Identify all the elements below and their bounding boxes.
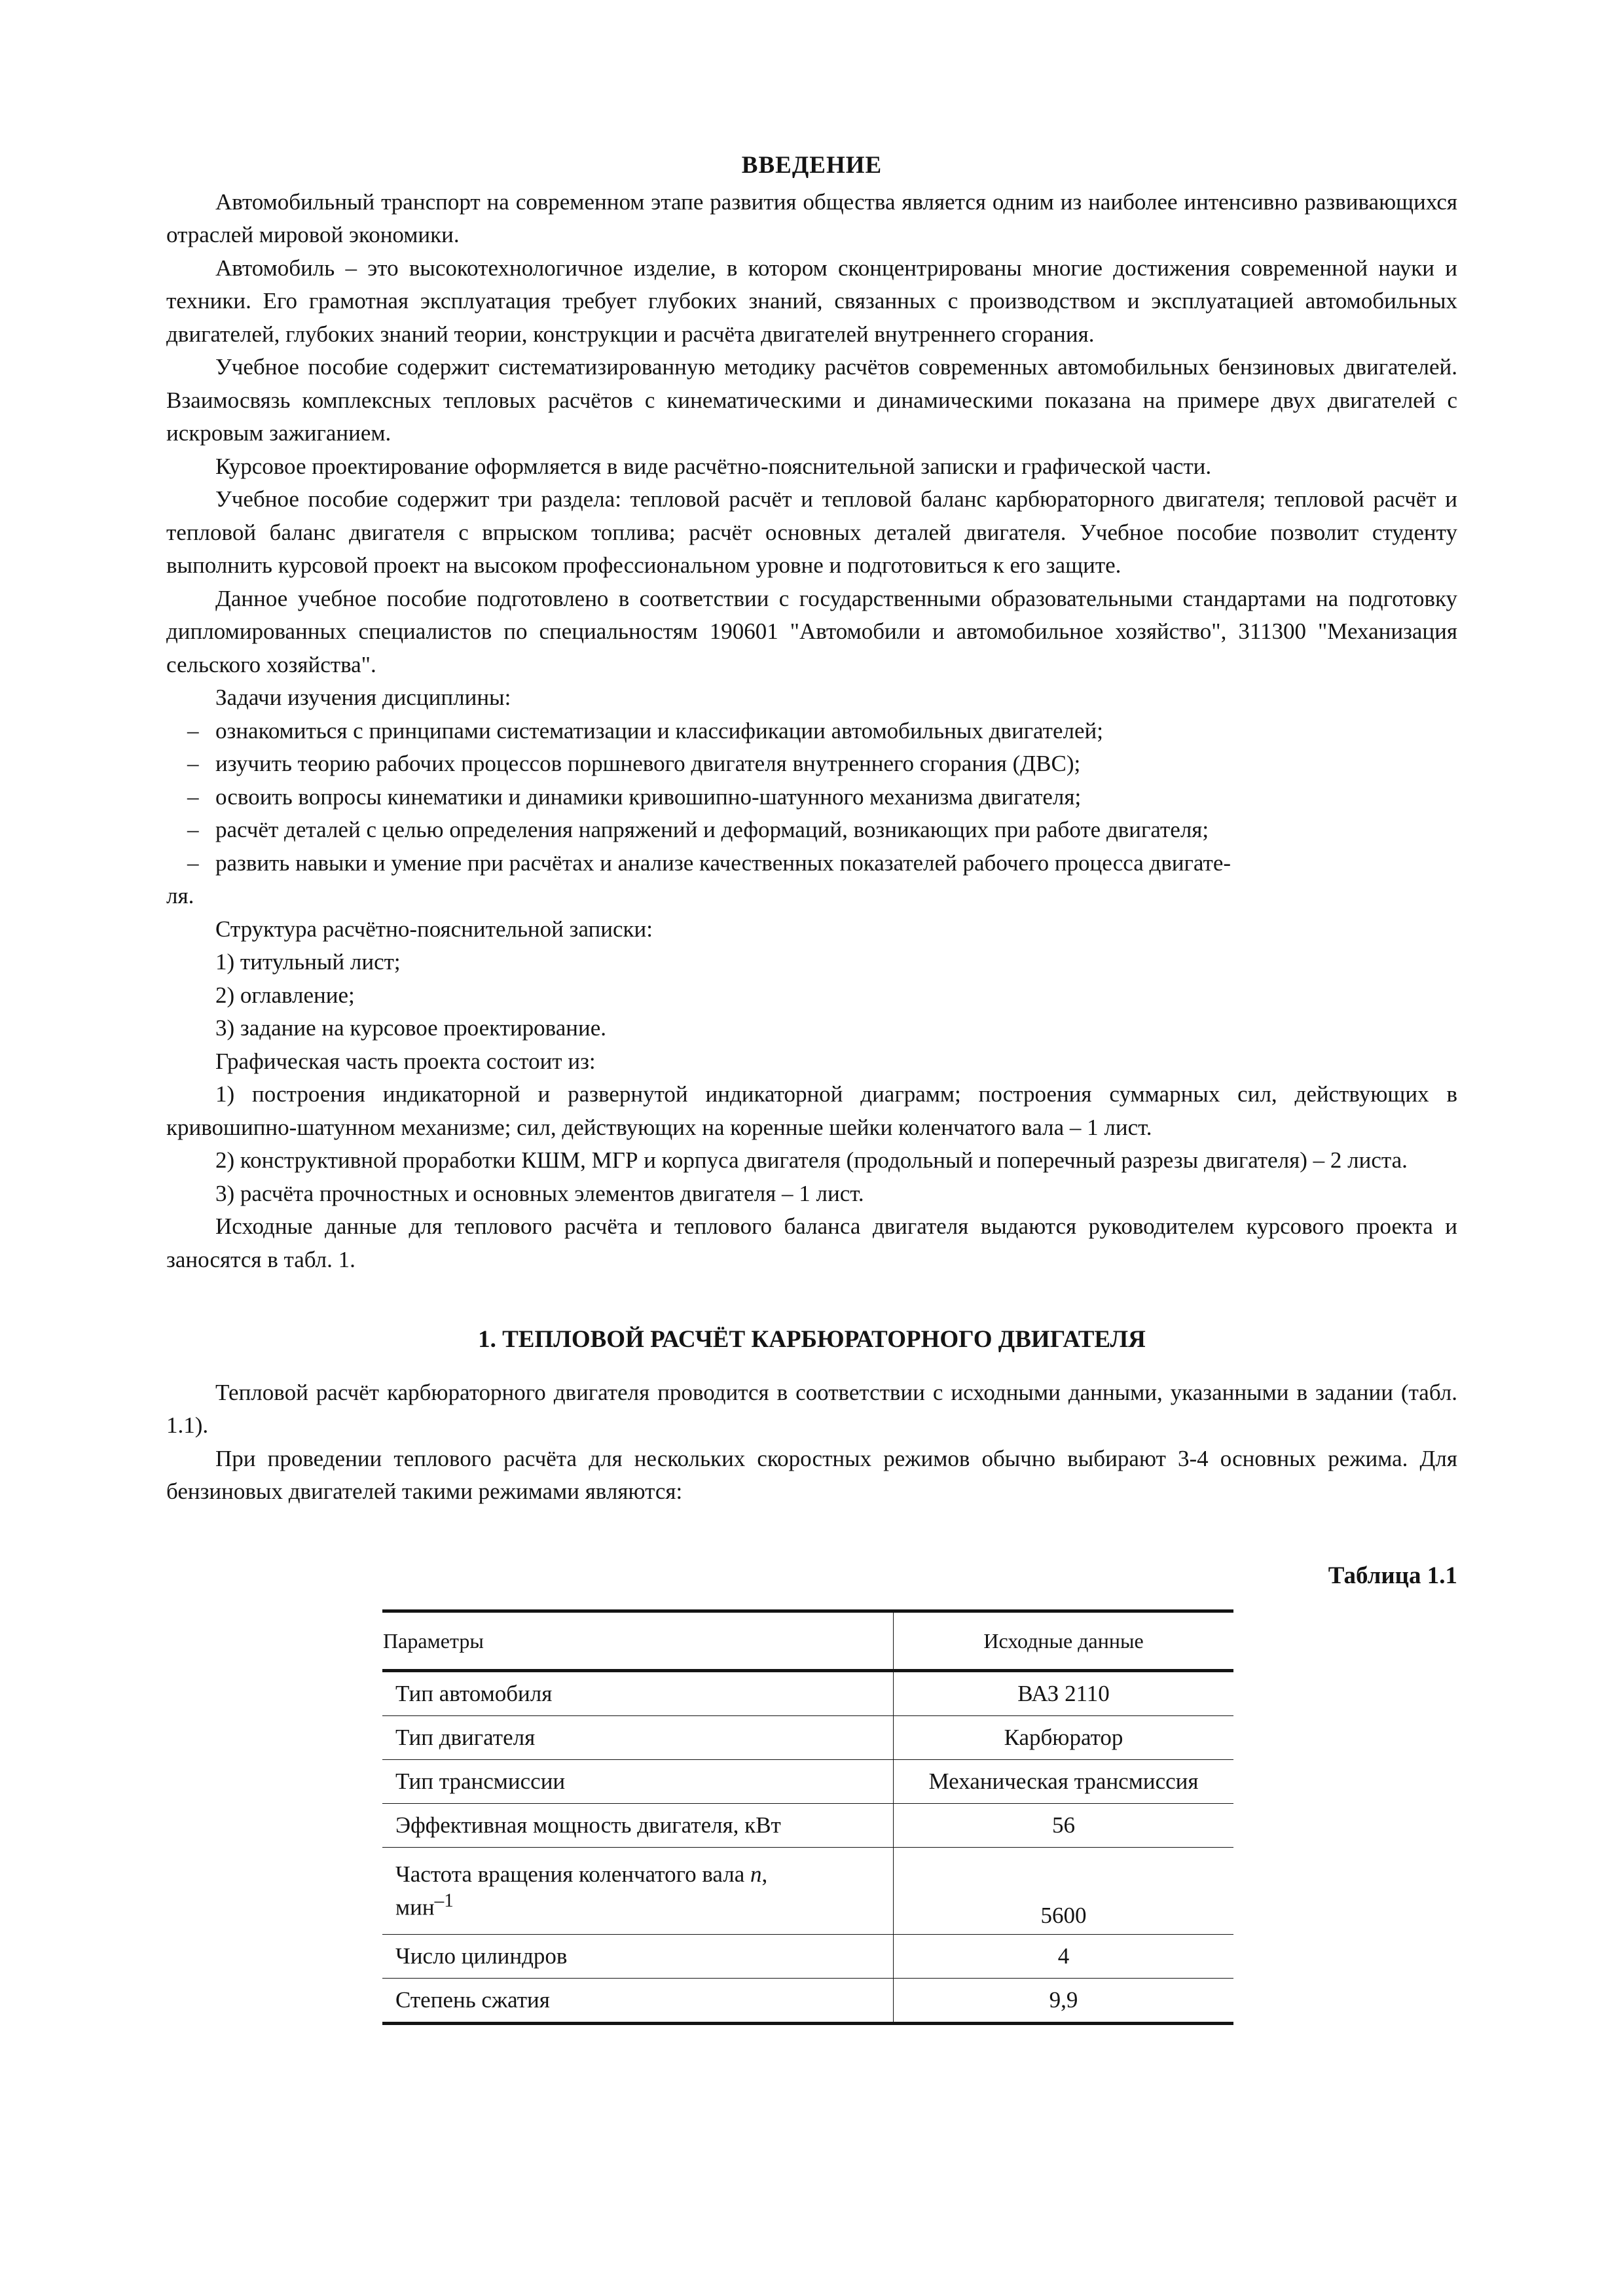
table-cell-param: Частота вращения коленчатого вала n, мин$^{-1}$ [382,1848,894,1935]
table-caption: Таблица 1.1 [1328,1562,1457,1589]
table-cell-param: Тип трансмиссии [382,1760,894,1804]
table-row [382,1848,1233,1935]
table-cell-param: Тип автомобиля [382,1671,894,1716]
dash-mark: – [187,817,199,842]
source-data-table [382,1609,1233,2025]
table-cell-value: 9,9 [894,1979,1234,2024]
table-cell-param: Число цилиндров [382,1935,894,1979]
table-row [382,1716,1233,1760]
table-row [382,1935,1233,1979]
task-item-5: – развить навыки и умение при расчётах и анализе качественных показателей рабочего процесса двигате- [166,847,1457,880]
intro-heading: ВВЕДЕНИЕ [741,152,883,179]
structure-item-3: 3) задание на курсовое проектирование. [215,1015,607,1041]
dash-mark: – [187,717,199,744]
task-item-1: – ознакомиться с принципами систематизации и классификации автомобильных двигателей; [166,715,1457,748]
structure-item-1: 1) титульный лист; [215,949,401,975]
table-cell-value: 56 [894,1804,1234,1848]
dash-mark: – [187,850,199,876]
section-1-heading: 1. ТЕПЛОВОЙ РАСЧЁТ КАРБЮРАТОРНОГО ДВИГАТЕЛЯ [478,1326,1146,1353]
table-cell-param: Тип двигателя [382,1716,894,1760]
table-cell-value: 4 [894,1935,1234,1979]
intro-paragraph-2: Автомобиль – это высокотехнологичное изделие, в котором сконцентрированы многие достижения современной науки и техники. Его грамотная эксплуатация требует глубоких знаний, связанных с производством и эксплуатацией автомобильных двигателей, глубоких знаний теории, конструкции и расчёта двигателей внутреннего сгорания. [166,255,1457,347]
table-row [382,1979,1233,2024]
section-1-paragraph-1: Тепловой расчёт карбюраторного двигателя проводится в соответствии с исходными данными, указанными в задании (табл. 1.1). [166,1379,1457,1438]
table-row [382,1804,1233,1848]
graphic-item-1: 1) построения индикаторной и развернутой индикаторной диаграмм; построения суммарных сил, действующих в кривошипно-шатунном механизме; сил, действующих на коренные шейки коленчатого вала – 1 лист. [166,1081,1457,1140]
table-header-parameters: Параметры [382,1611,894,1671]
table-header-values: Исходные данные [894,1611,1234,1671]
table-cell-param: Степень сжатия [382,1979,894,2024]
intro-paragraph-5: Учебное пособие содержит три раздела: тепловой расчёт и тепловой баланс карбюраторного двигателя; тепловой расчёт и тепловой баланс двигателя с впрыском топлива; расчёт основных деталей двигателя. Учебное пособие позволит студенту выполнить курсовой проект на высоком профессиональном уровне и подготовиться к его защите. [166,486,1457,578]
dash-mark: – [187,783,199,810]
table-cell-value: Карбюратор [894,1716,1234,1760]
unit-exponent: –1 [434,1890,454,1911]
intro-paragraph-6: Данное учебное пособие подготовлено в соответствии с государственными образовательными стандартами на подготовку дипломированных специалистов по специальностям 190601 "Автомобили и автомобильное хозяйство", 311300 "Механизация сельского хозяйства". [166,585,1457,677]
intro-paragraph-last: Исходные данные для теплового расчёта и теплового баланса двигателя выдаются руководителем курсового проекта и заносятся в табл. 1. [166,1213,1457,1272]
intro-paragraph-1: Автомобильный транспорт на современном этапе развития общества является одним из наиболее интенсивно развивающихся отраслей мировой экономики. [166,188,1457,247]
table-cell-value: 5600 [894,1848,1234,1935]
page-content [166,149,1457,2025]
task-item-3: – освоить вопросы кинематики и динамики кривошипно-шатунного механизма двигателя; [166,781,1457,814]
tasks-intro: Задачи изучения дисциплины: [215,685,511,710]
structure-item-2: 2) оглавление; [215,982,355,1008]
task-item-4: – расчёт деталей с целью определения напряжений и деформаций, возникающих при работе двигателя; [166,814,1457,847]
task-item-5-continuation: ля. [166,883,194,908]
table-cell-param: Эффективная мощность двигателя, кВт [382,1804,894,1848]
table-row [382,1760,1233,1804]
graphic-item-2: 2) конструктивной проработки КШМ, МГР и корпуса двигателя (продольный и поперечный разрезы двигателя) – 2 листа. [215,1147,1408,1173]
table-cell-value: ВАЗ 2110 [894,1671,1234,1716]
dash-mark: – [187,751,199,776]
graphic-item-3: 3) расчёта прочностных и основных элементов двигателя – 1 лист. [215,1180,864,1206]
table-row [382,1671,1233,1716]
table-cell-value: Механическая трансмиссия [894,1760,1234,1804]
task-item-2: – изучить теорию рабочих процессов поршневого двигателя внутреннего сгорания (ДВС); [166,747,1457,781]
graphic-intro: Графическая часть проекта состоит из: [215,1048,596,1074]
section-1-paragraph-2: При проведении теплового расчёта для нескольких скоростных режимов обычно выбирают 3-4 основных режима. Для бензиновых двигателей такими режимами являются: [166,1445,1457,1504]
table-header-row [382,1611,1233,1671]
structure-intro: Структура расчётно-пояснительной записки: [215,916,653,942]
intro-paragraph-4: Курсовое проектирование оформляется в виде расчётно-пояснительной записки и графической части. [215,453,1212,479]
intro-paragraph-3: Учебное пособие содержит систематизированную методику расчётов современных автомобильных бензиновых двигателей. Взаимосвязь комплексных тепловых расчётов с кинематическими и динамическими показана на примере двух двигателей с искровым зажиганием. [166,354,1457,446]
symbol-n: n [750,1861,762,1887]
